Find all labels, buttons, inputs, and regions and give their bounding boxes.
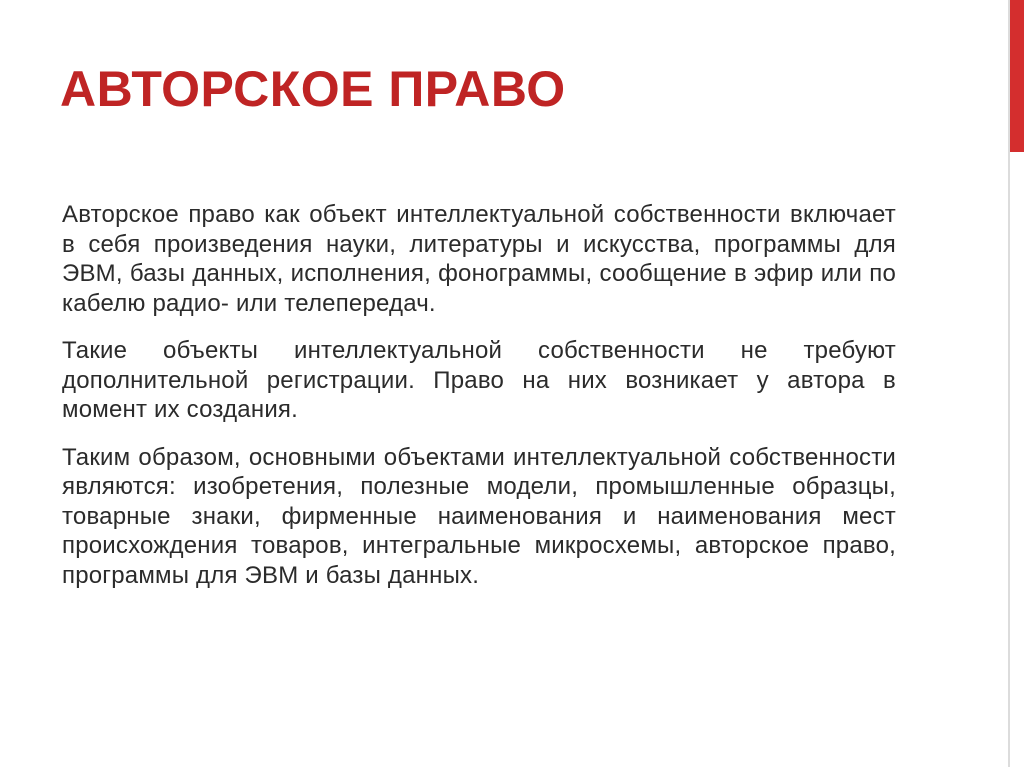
accent-bar: [1010, 0, 1024, 152]
slide-title: АВТОРСКОЕ ПРАВО: [60, 61, 566, 117]
paragraph-summary: Таким образом, основными объектами интеллектуальной собственности являются: изобретения, полезные модели, промышленные образцы, товарные знаки, фирменные наименования и наименования мест происхождения товаров, интегральные микросхемы, авторское право, программы для ЭВМ и базы данных.: [62, 443, 896, 589]
accent-bar-track: [1010, 152, 1024, 767]
paragraph-registration: Такие объекты интеллектуальной собственности не требуют дополнительной регистрации. Право на них возникает у автора в момент их создания.: [62, 337, 896, 423]
paragraph-definition: Авторское право как объект интеллектуальной собственности включает в себя произведения науки, литературы и искусства, программы для ЭВМ, базы данных, исполнения, фонограммы, сообщение в эфир или по кабелю радио- или телепередач.: [62, 201, 896, 317]
slide-body: [62, 200, 896, 608]
